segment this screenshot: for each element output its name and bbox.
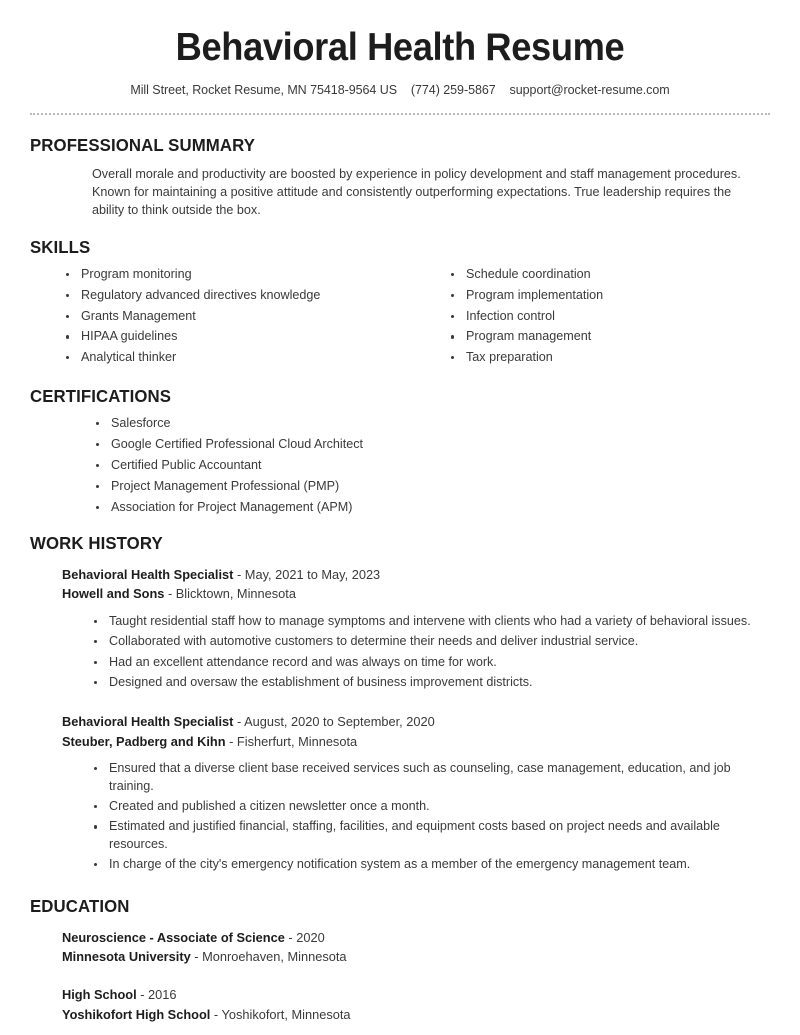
section-certifications [0, 386, 800, 516]
job-title-line [62, 565, 800, 584]
page-title: Behavioral Health Resume [175, 26, 625, 69]
work-history-entry [0, 565, 800, 691]
resume-header [0, 0, 800, 97]
list-item: Certified Public Accountant [92, 457, 770, 474]
list-item: Program implementation [447, 287, 800, 304]
skills-list-left [62, 266, 431, 367]
education-year: - 2016 [140, 987, 177, 1003]
education-school: Yoshikofort High School [62, 1006, 211, 1022]
list-item: Regulatory advanced directives knowledge [62, 287, 431, 304]
list-item: Grants Management [62, 308, 431, 325]
job-title-line [62, 712, 800, 731]
list-item: Designed and oversaw the establishment of business improvement districts. [90, 674, 769, 691]
job-location: - Fisherfurt, Minnesota [229, 733, 358, 749]
education-location: - Yoshikofort, Minnesota [213, 1006, 351, 1022]
job-dates: - August, 2020 to September, 2020 [236, 714, 435, 730]
education-school: Minnesota University [62, 948, 191, 964]
list-item: Google Certified Professional Cloud Architect [92, 436, 770, 453]
certifications-list [92, 415, 770, 516]
list-item: Estimated and justified financial, staffing, facilities, and equipment costs based on project needs and available resources. [90, 818, 769, 853]
certifications-body [30, 415, 770, 516]
contact-info [0, 83, 800, 97]
section-title-education: EDUCATION [30, 895, 130, 916]
skills-column-left [62, 266, 431, 370]
list-item: HIPAA guidelines [62, 328, 431, 345]
job-title: Behavioral Health Specialist [62, 567, 234, 583]
list-item: Ensured that a diverse client base received services such as counseling, case management, education, and job training. [90, 760, 769, 795]
list-item: Schedule coordination [447, 266, 800, 283]
education-degree: High School [62, 987, 137, 1003]
education-school-line [62, 1005, 800, 1024]
list-item: Program monitoring [62, 266, 431, 283]
job-company-line [62, 584, 800, 603]
education-degree-line [62, 985, 800, 1004]
section-title-skills: SKILLS [30, 236, 91, 257]
job-location: - Blicktown, Minnesota [167, 586, 296, 602]
list-item: Collaborated with automotive customers to determine their needs and deliver industrial service. [90, 633, 769, 650]
job-bullet-list [90, 760, 800, 873]
skills-list-right [447, 266, 800, 367]
list-item: Analytical thinker [62, 349, 431, 366]
list-item: Taught residential staff how to manage symptoms and intervene with clients who had a variety of behavioral issues. [90, 613, 769, 630]
list-item: Project Management Professional (PMP) [92, 478, 770, 495]
job-responsibilities [62, 613, 800, 692]
list-item: Program management [447, 328, 800, 345]
section-title-certifications: CERTIFICATIONS [30, 386, 172, 407]
work-history-entry [0, 712, 800, 873]
list-item: In charge of the city's emergency notification system as a member of the emergency management team. [90, 856, 769, 873]
job-company-line [62, 732, 800, 751]
job-title: Behavioral Health Specialist [62, 714, 234, 730]
list-item: Tax preparation [447, 349, 800, 366]
list-item: Created and published a citizen newsletter once a month. [90, 798, 769, 815]
education-entry [0, 985, 800, 1024]
list-item: Association for Project Management (APM) [92, 499, 770, 516]
list-item: Salesforce [92, 415, 770, 432]
header-divider [30, 113, 770, 115]
contact-address: Mill Street, Rocket Resume, MN 75418-9564 US [130, 82, 398, 97]
skills-columns [0, 266, 800, 370]
section-professional-summary [0, 135, 800, 220]
job-company: Steuber, Padberg and Kihn [62, 733, 226, 749]
job-responsibilities [62, 760, 800, 873]
section-title-professional-summary: PROFESSIONAL SUMMARY [30, 134, 256, 155]
education-location: - Monroehaven, Minnesota [194, 948, 347, 964]
skills-column-right [431, 266, 800, 370]
section-education [0, 896, 800, 917]
education-year: - 2020 [288, 929, 325, 945]
list-item: Infection control [447, 308, 800, 325]
job-bullet-list [90, 613, 800, 692]
job-dates: - May, 2021 to May, 2023 [236, 567, 381, 583]
contact-phone: (774) 259-5867 [410, 82, 496, 97]
education-school-line [62, 947, 800, 966]
section-skills [0, 237, 800, 258]
job-company: Howell and Sons [62, 586, 165, 602]
section-work-history [0, 533, 800, 554]
contact-email: support@rocket-resume.com [509, 82, 670, 97]
professional-summary-body [30, 165, 770, 220]
education-degree-line [62, 928, 800, 947]
education-entry [0, 928, 800, 967]
section-title-work-history: WORK HISTORY [30, 533, 163, 554]
professional-summary-text: Overall morale and productivity are boosted by experience in policy development and staff management procedures. Known for maintaining a positive attitude and consistently outperforming expectations. True leadership requires the ability to think outside the box. [92, 166, 741, 218]
education-degree: Neuroscience - Associate of Science [62, 929, 285, 945]
list-item: Had an excellent attendance record and was always on time for work. [90, 654, 769, 671]
